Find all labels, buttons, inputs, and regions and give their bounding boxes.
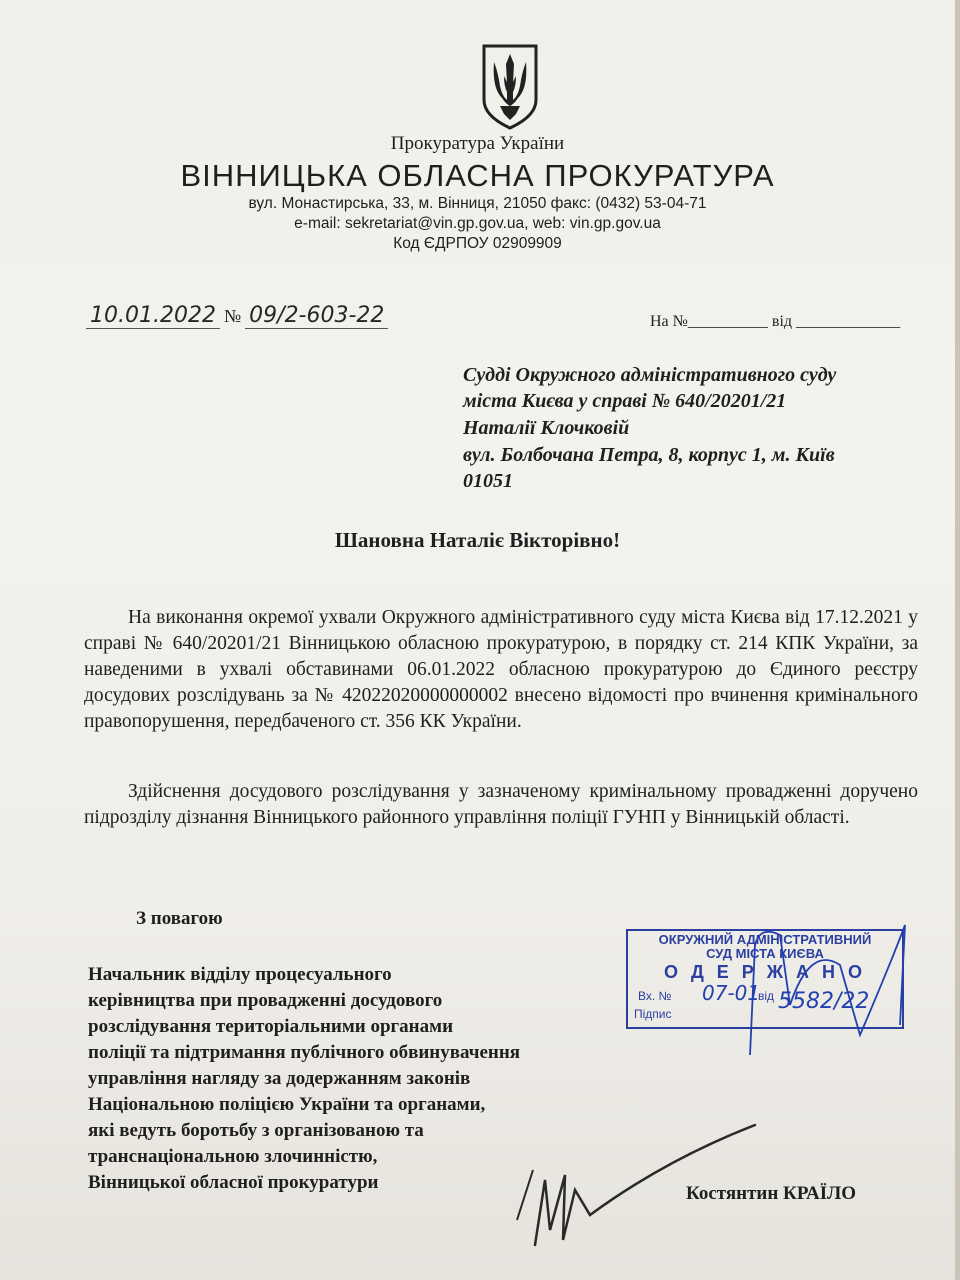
signatory-position: [88, 962, 520, 1196]
outgoing-date: 10.01.2022: [86, 303, 220, 329]
recipient-line-2: міста Києва у справі № 640/20201/21: [463, 390, 787, 412]
stamp-court-line-2: СУД МІСТА КИЄВА: [706, 946, 824, 961]
signatory-line: Начальник відділу процесуального: [88, 964, 392, 985]
stamp-received: О Д Е Р Ж А Н О: [663, 962, 867, 982]
trident-emblem-icon: [480, 42, 540, 132]
reply-no-blank: __________: [687, 313, 768, 330]
stamp-court-line-1: ОКРУЖНИЙ АДМІНІСТРАТИВНИЙ: [658, 932, 872, 947]
stamp-from-label: від: [758, 989, 775, 1003]
signatory-line: які ведуть боротьбу з організованою та: [88, 1120, 424, 1141]
signatory-name: Костянтин КРАЇЛО: [686, 1183, 857, 1204]
reply-from-label: від: [771, 313, 793, 330]
signatory-line: Національною поліцією України та органами,: [88, 1094, 486, 1115]
org-contacts: e-mail: sekretariat@vin.gp.gov.ua, web: vin.gp.gov.ua: [294, 215, 661, 232]
org-address: вул. Монастирська, 33, м. Вінниця, 21050 факс: (0432) 53-04-71: [248, 195, 707, 212]
reply-no-label: На №: [650, 313, 688, 330]
paragraph-1: На виконання окремої ухвали Окружного адміністративного суду міста Києва від 17.12.2021 у справі № 640/20201/21 Вінницькою обласною прокуратурою, в порядку ст. 214 КПК України, за наведеними в ухвалі обставинами 06.01.2022 обласною прокуратурою до Єдиного реєстру досудових розслідувань за № 42022020000000002 внесено відомості про вчинення кримінального правопорушення, передбаченого ст. 356 КК України.: [84, 607, 918, 732]
recipient-line-4: вул. Болбочана Петра, 8, корпус 1, м. Київ: [463, 444, 835, 466]
reply-ref: [650, 313, 900, 331]
stamp-handwritten-date: 07-01: [702, 981, 761, 1005]
salutation: Шановна Наталіє Вікторівно!: [334, 528, 621, 552]
org-code: Код ЄДРПОУ 02909909: [393, 235, 562, 252]
stamp-sign-label: Підпис: [634, 1007, 672, 1021]
org-top-line: Прокуратура України: [390, 133, 565, 154]
outgoing-number: 09/2-603-22: [245, 303, 388, 329]
recipient-line-3: Наталії Клочковій: [463, 417, 630, 439]
reply-from-blank: _____________: [796, 313, 901, 330]
signatory-line: управління нагляду за додержанням законів: [88, 1068, 471, 1089]
signatory-line: розслідування територіальними органами: [88, 1016, 454, 1037]
recipient-line-5: 01051: [463, 470, 513, 492]
closing: З повагою: [136, 908, 223, 929]
stamp-handwritten-number: 5582/22: [778, 989, 870, 1014]
paragraph-2: Здійснення досудового розслідування у зазначеному кримінальному провадженні доручено підрозділу дізнання Вінницького районного управління поліції ГУНП у Вінницькій області.: [84, 781, 918, 828]
org-name-title: ВІННИЦЬКА ОБЛАСНА ПРОКУРАТУРА: [180, 158, 775, 193]
stamp-signature-scribble: [720, 905, 920, 1065]
stamp-in-no-label: Вх. №: [638, 989, 672, 1003]
outgoing-no-label: №: [223, 306, 242, 326]
outgoing-ref: [86, 303, 388, 328]
recipient-line-1: Судді Окружного адміністративного суду: [463, 364, 837, 386]
signatory-line: Вінницької обласної прокуратури: [88, 1172, 379, 1193]
signatory-line: керівництва при провадженні досудового: [88, 990, 443, 1011]
signatory-line: транснаціональною злочинністю,: [88, 1146, 378, 1167]
signatory-line: поліції та підтримання публічного обвинувачення: [88, 1042, 521, 1063]
